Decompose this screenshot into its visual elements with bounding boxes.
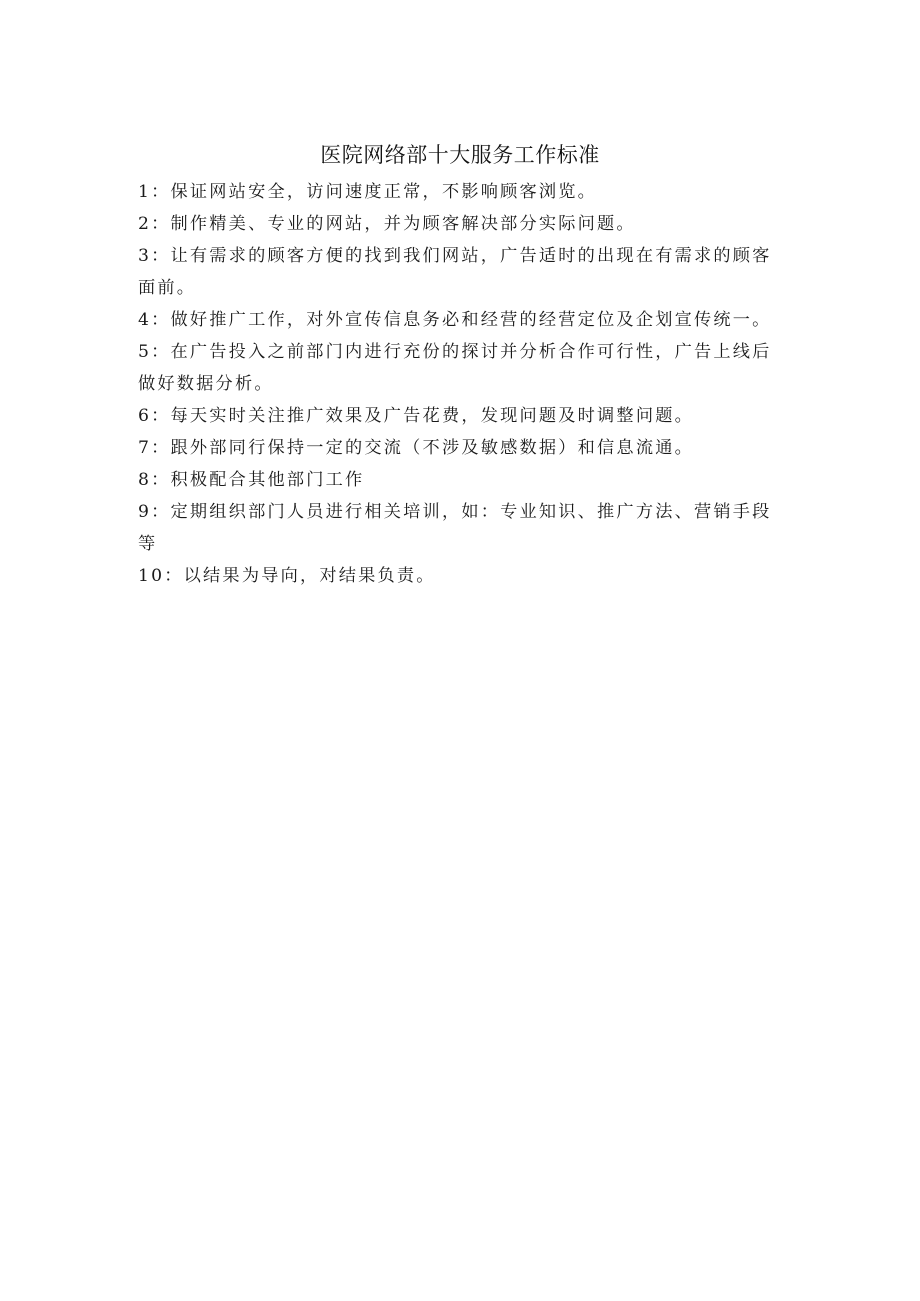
standard-item-2: 2：制作精美、专业的网站，并为顾客解决部分实际问题。 (138, 214, 636, 234)
document-title: 医院网络部十大服务工作标准 (320, 143, 600, 167)
standard-item-5: 5：在广告投入之前部门内进行充份的探讨并分析合作可行性，广告上线后做好数据分析。 (138, 342, 772, 394)
standard-item-9: 9：定期组织部门人员进行相关培训，如：专业知识、推广方法、营销手段等 (138, 502, 772, 554)
standard-item-6: 6：每天实时关注推广效果及广告花费，发现问题及时调整问题。 (138, 406, 694, 426)
standard-item-3: 3：让有需求的顾客方便的找到我们网站，广告适时的出现在有需求的顾客面前。 (138, 246, 772, 298)
standard-item-8: 8：积极配合其他部门工作 (138, 470, 365, 490)
standards-list (138, 176, 782, 592)
standard-item-4: 4：做好推广工作，对外宣传信息务必和经营的经营定位及企划宣传统一。 (138, 310, 772, 330)
standard-item-10: 10：以结果为导向，对结果负责。 (138, 566, 436, 586)
standard-item-1: 1：保证网站安全，访问速度正常，不影响顾客浏览。 (138, 182, 598, 202)
standard-item-7: 7：跟外部同行保持一定的交流（不涉及敏感数据）和信息流通。 (138, 438, 694, 458)
